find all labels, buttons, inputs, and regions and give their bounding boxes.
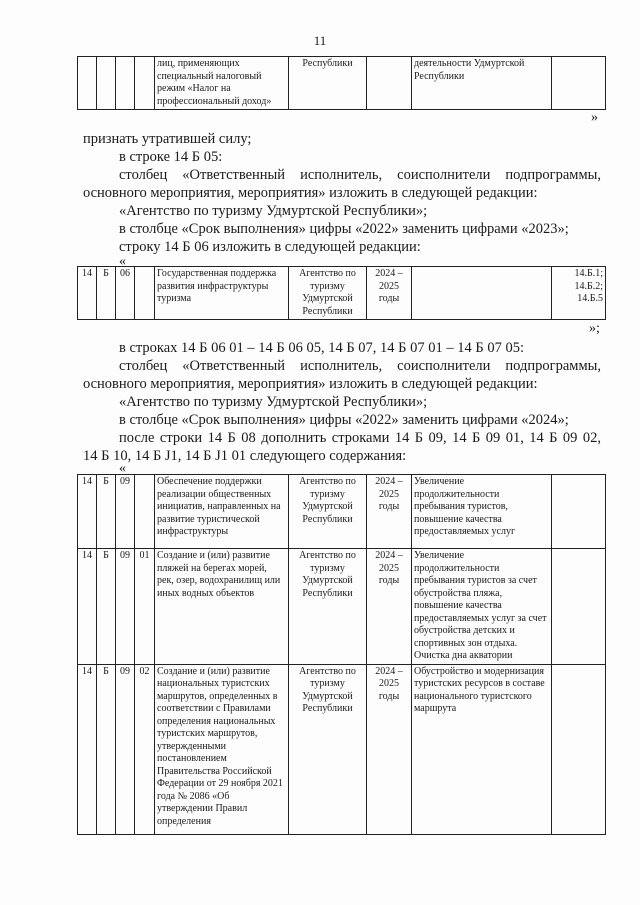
table-cell: [552, 664, 606, 834]
paragraph: строку 14 Б 06 изложить в следующей редакции:: [119, 239, 421, 255]
closing-quote: »;: [589, 321, 600, 336]
table-cell: 2024 – 2025 годы: [367, 267, 412, 320]
table-cell: 14.Б.1; 14.Б.2; 14.Б.5: [552, 267, 606, 320]
paragraph: «Агентство по туризму Удмуртской Республики»;: [119, 394, 428, 410]
table-cell: [135, 475, 155, 549]
table-cell: Агентство по туризму Удмуртской Республики: [289, 475, 367, 549]
paragraph: «Агентство по туризму Удмуртской Республики»;: [119, 203, 428, 219]
table-cell: [552, 549, 606, 665]
table-cell: [412, 267, 552, 320]
table-cell: деятельности Удмуртской Республики: [412, 57, 552, 110]
table-row: [78, 475, 606, 549]
table-cell: [135, 267, 155, 320]
paragraph: признать утратившей силу;: [83, 131, 252, 147]
table-cell: Обеспечение поддержки реализации общественных инициатив, направленных на развитие туристической инфраструктуры: [155, 475, 289, 549]
paragraph: столбец «Ответственный исполнитель, соисполнители подпрограммы,: [119, 358, 601, 374]
table-cell: [367, 57, 412, 110]
table-cell: [552, 57, 606, 110]
paragraph: основного мероприятия, мероприятия» изложить в следующей редакции:: [83, 376, 538, 392]
table-cell: Увеличение продолжительности пребывания туристов за счет обустройства пляжа, повышение качества предоставляемых услуг за счет обустройства детских и спортивных зон отдыха. Очистка дна акватории: [412, 549, 552, 665]
table-cell: Республики: [289, 57, 367, 110]
table-row-14-b-06: [77, 266, 606, 320]
table-cell: 06: [116, 267, 135, 320]
table-cell: Б: [97, 549, 116, 665]
table-cell: Обустройство и модернизация туристских ресурсов в составе национального туристского маршрута: [412, 664, 552, 834]
paragraph: основного мероприятия, мероприятия» изложить в следующей редакции:: [83, 185, 538, 201]
opening-quote: «: [119, 254, 126, 269]
table-cell: Агентство по туризму Удмуртской Республики: [289, 549, 367, 665]
paragraph: в строке 14 Б 05:: [119, 149, 223, 165]
table-cell: [135, 57, 155, 110]
table-cell: 02: [135, 664, 155, 834]
table-cell: Создание и (или) развитие национальных туристских маршрутов, определенных в соответствии с Правилами определения национальных туристских маршрутов, утвержденными постановлением Правительства Российской Федерации от 29 ноября 2021 года № 2086 «Об утверждении Правил определения: [155, 664, 289, 834]
table-cell: Агентство по туризму Удмуртской Республики: [289, 267, 367, 320]
table-cell: Увеличение продолжительности пребывания туристов, повышение качества предоставляемых услуг: [412, 475, 552, 549]
closing-quote: »: [591, 110, 598, 125]
table-cell: 14: [78, 664, 97, 834]
table-cell: лиц, применяющих специальный налоговый режим «Налог на профессиональный доход»: [155, 57, 289, 110]
table-cell: 09: [116, 664, 135, 834]
table-cell: 2024 – 2025 годы: [367, 664, 412, 834]
table-cell: 14: [78, 267, 97, 320]
table-cell: [552, 475, 606, 549]
page-number: 11: [313, 33, 327, 48]
paragraph: в столбце «Срок выполнения» цифры «2022» заменить цифрами «2023»;: [119, 221, 569, 237]
opening-quote: «: [119, 461, 126, 476]
table-cell: 09: [116, 549, 135, 665]
table-cell: 01: [135, 549, 155, 665]
table-cell: 09: [116, 475, 135, 549]
table-cell: [116, 57, 135, 110]
paragraph: столбец «Ответственный исполнитель, соисполнители подпрограммы,: [119, 167, 601, 183]
table-cell: Государственная поддержка развития инфраструктуры туризма: [155, 267, 289, 320]
table-row: [78, 549, 606, 665]
table-top-fragment: [77, 56, 606, 110]
table-cell: Создание и (или) развитие пляжей на берегах морей, рек, озер, водохранилищ или иных водных объектов: [155, 549, 289, 665]
table-cell: 14: [78, 475, 97, 549]
table-new-rows: [77, 474, 606, 835]
table-cell: [97, 57, 116, 110]
paragraph: 14 Б 10, 14 Б J1, 14 Б J1 01 следующего содержания:: [83, 448, 407, 464]
table-row: [78, 664, 606, 834]
table-cell: Агентство по туризму Удмуртской Республики: [289, 664, 367, 834]
table-cell: 2024 – 2025 годы: [367, 549, 412, 665]
table-cell: Б: [97, 664, 116, 834]
table-cell: 14: [78, 549, 97, 665]
paragraph: в столбце «Срок выполнения» цифры «2022» заменить цифрами «2024»;: [119, 412, 569, 428]
table-cell: Б: [97, 475, 116, 549]
table-cell: [78, 57, 97, 110]
paragraph: в строках 14 Б 06 01 – 14 Б 06 05, 14 Б 07, 14 Б 07 01 – 14 Б 07 05:: [119, 340, 524, 356]
table-cell: 2024 – 2025 годы: [367, 475, 412, 549]
table-cell: Б: [97, 267, 116, 320]
paragraph: после строки 14 Б 08 дополнить строками 14 Б 09, 14 Б 09 01, 14 Б 09 02,: [119, 430, 601, 446]
